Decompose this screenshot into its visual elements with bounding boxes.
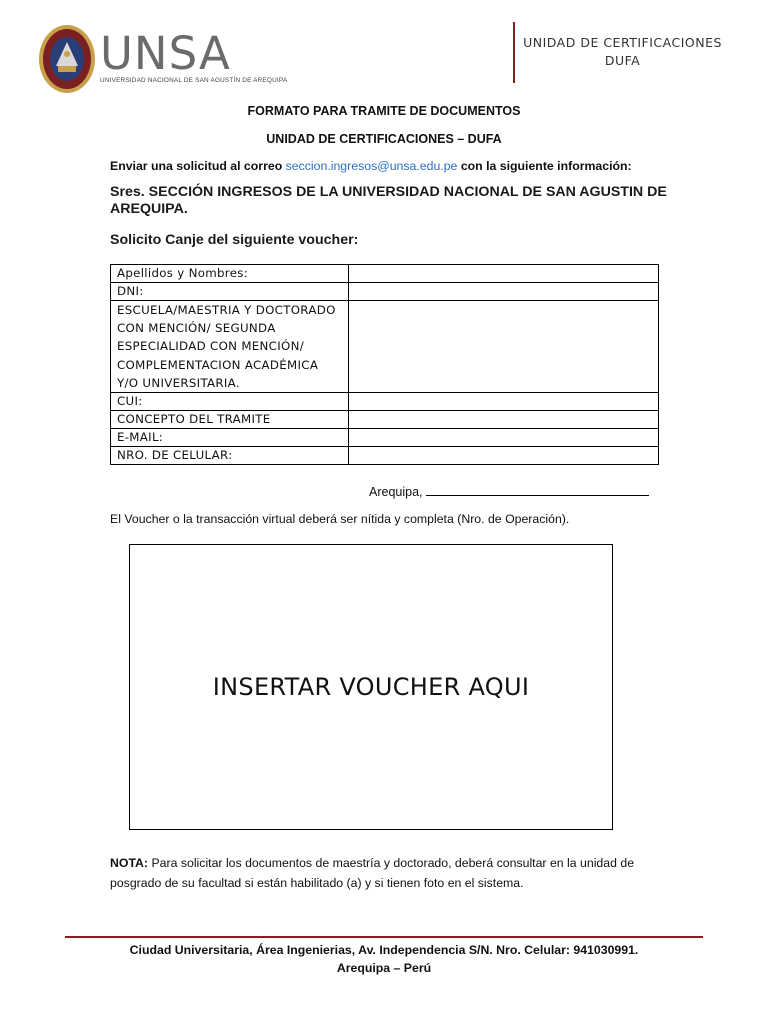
logo-subtitle: UNIVERSIDAD NACIONAL DE SAN AGUSTÍN DE AREQUIPA [100, 77, 288, 84]
footer-city: Arequipa – Perú [336, 961, 432, 975]
document-title: FORMATO PARA TRAMITE DE DOCUMENTOS [247, 104, 521, 118]
field-value-email[interactable] [349, 429, 659, 447]
date-blank[interactable] [426, 483, 649, 496]
document-subtitle: UNIDAD DE CERTIFICACIONES – DUFA [266, 132, 502, 146]
table-row [111, 393, 659, 411]
field-value-cui[interactable] [349, 393, 659, 411]
unit-heading [520, 34, 725, 70]
email-link[interactable]: seccion.ingresos@unsa.edu.pe [285, 159, 458, 173]
header-divider [513, 22, 515, 83]
footer-address: Ciudad Universitaria, Área Ingenierias, Av. Independencia S/N. Nro. Celular: 941030991. [129, 943, 639, 957]
field-value-escuela[interactable] [349, 301, 659, 393]
university-seal-icon [38, 24, 96, 94]
logo-wordmark: UNSA [100, 27, 231, 80]
field-label-concepto: CONCEPTO DEL TRAMITE [111, 411, 349, 429]
field-label-dni: DNI: [111, 283, 349, 301]
field-value-concepto[interactable] [349, 411, 659, 429]
table-row [111, 265, 659, 283]
voucher-placeholder-text: INSERTAR VOUCHER AQUI [212, 673, 530, 701]
field-label-celular: NRO. DE CELULAR: [111, 447, 349, 465]
voucher-instruction: El Voucher o la transacción virtual deberá ser nítida y completa (Nro. de Operación). [110, 512, 570, 526]
request-prefix: Enviar una solicitud al correo [110, 159, 286, 173]
voucher-placeholder-box[interactable] [129, 544, 613, 830]
unit-line-1: UNIDAD DE CERTIFICACIONES [523, 35, 722, 50]
field-label-cui: CUI: [111, 393, 349, 411]
field-label-nombres: Apellidos y Nombres: [111, 265, 349, 283]
field-value-celular[interactable] [349, 447, 659, 465]
request-form-table [110, 264, 659, 465]
field-label-email: E-MAIL: [111, 429, 349, 447]
table-row [111, 283, 659, 301]
table-row [111, 411, 659, 429]
footer [0, 941, 768, 977]
footer-divider [65, 936, 703, 938]
unit-line-2: DUFA [604, 53, 641, 68]
city-label: Arequipa, [369, 485, 426, 499]
addressee: Sres. SECCIÓN INGRESOS DE LA UNIVERSIDAD NACIONAL DE SAN AGUSTIN DE AREQUIPA. [110, 184, 667, 217]
field-value-nombres[interactable] [349, 265, 659, 283]
table-row [111, 429, 659, 447]
city-date-line [369, 483, 649, 499]
request-suffix: con la siguiente información: [457, 159, 632, 173]
solicito-heading: Solicito Canje del siguiente voucher: [110, 232, 359, 248]
table-row [111, 447, 659, 465]
note-text: Para solicitar los documentos de maestría y doctorado, deberá consultar en la unidad de posgrado de su facultad si están habilitado (a) y si tienen foto en el sistema. [110, 856, 635, 890]
field-label-escuela: ESCUELA/MAESTRIA Y DOCTORADO CON MENCIÓN/ SEGUNDA ESPECIALIDAD CON MENCIÓN/ COMPLEMENTACION ACADÉMICA Y/O UNIVERSITARIA. [111, 301, 349, 393]
request-instruction [110, 159, 632, 173]
note-paragraph [110, 853, 670, 893]
table-row [111, 301, 659, 393]
university-logo [100, 27, 288, 84]
field-value-dni[interactable] [349, 283, 659, 301]
note-label: NOTA: [110, 856, 149, 870]
